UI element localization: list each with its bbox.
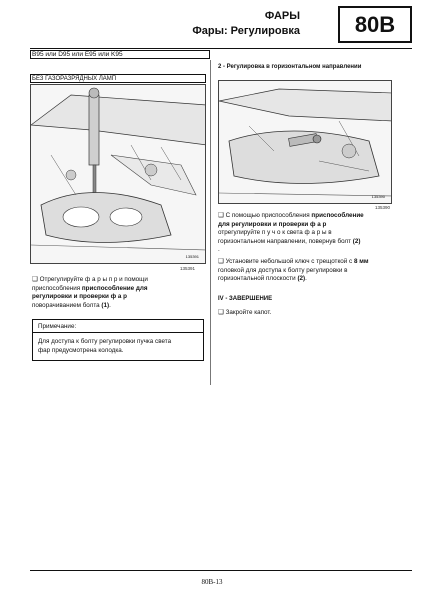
page-number: 80B-13	[201, 578, 223, 586]
left-paragraph-1: ❑ Отрегулируйте ф а р ы п р и помощи приспособления приспособление для регулировки и проверки ф а р поворачиванием болта (1).	[32, 276, 148, 309]
right-figure-inner-id: 135390	[371, 194, 385, 199]
left-figure-code: 135391	[180, 266, 196, 271]
section-heading-iv: IV - ЗАВЕРШЕНИЕ	[218, 296, 273, 302]
section-code-badge: 80B	[338, 6, 412, 43]
header-rule	[30, 48, 412, 49]
right-paragraph-4: ❑ Закройте капот.	[218, 309, 272, 316]
section-heading-2: 2 - Регулировка в горизонтальном направлении	[218, 64, 362, 70]
right-figure	[218, 80, 392, 204]
left-figure-inner-id: 135391	[185, 254, 199, 259]
left-caption: БЕЗ ГАЗОРАЗРЯДНЫХ ЛАМП	[32, 76, 117, 82]
note-title: Примечание:	[38, 323, 77, 330]
bullet-icon: ❑	[218, 309, 224, 316]
models-label: B95 или D95 или E95 или K95	[32, 51, 123, 58]
bullet-icon: ❑	[218, 258, 224, 265]
column-divider	[210, 60, 211, 385]
page-subtitle: Фары: Регулировка	[192, 25, 300, 37]
right-paragraph-3: ❑ Установите небольшой ключ с трещоткой с 8 мм головкой для доступа к болту регулировки в горизонтальной плоскости (2).	[218, 258, 369, 283]
bullet-icon: ❑	[218, 212, 224, 219]
left-figure	[30, 84, 206, 264]
note-rule	[33, 332, 203, 333]
right-figure-code: 135390	[375, 205, 391, 210]
page-title: ФАРЫ	[264, 10, 300, 22]
footer-rule	[30, 570, 412, 571]
bullet-icon: ❑	[32, 276, 38, 283]
note-text: Для доступа к болту регулировки пучка света фар предусмотрена колодка.	[38, 338, 172, 354]
right-paragraph-2: ❑ С помощью приспособления приспособление для регулировки и проверки ф а р отрегулируйте п у ч о к света ф а р ы в горизонтальном направлении, повернув болт (2) .	[218, 212, 364, 254]
